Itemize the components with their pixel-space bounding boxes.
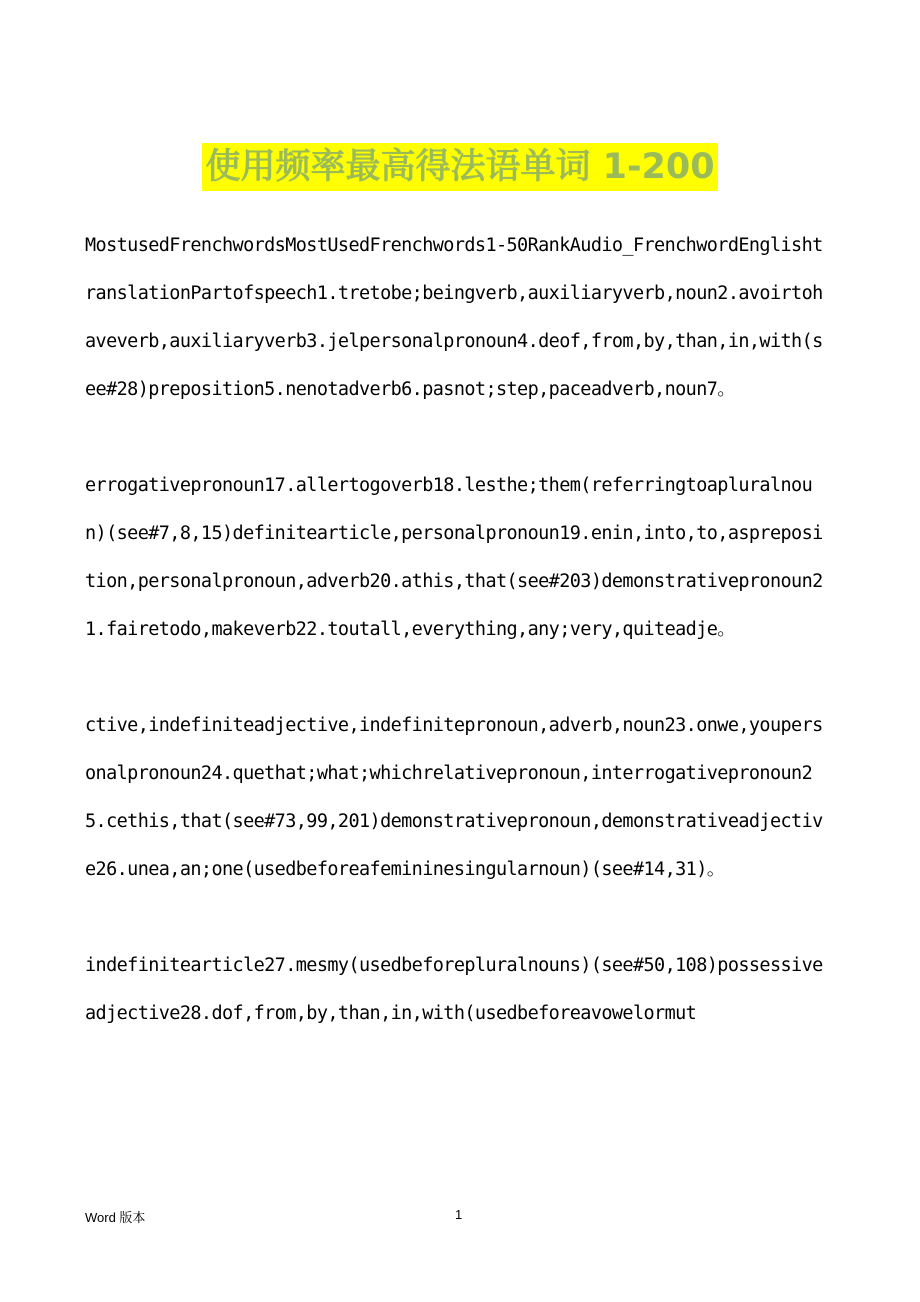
document-body	[85, 222, 830, 1086]
paragraph-2: errogativepronoun17.allertogoverb18.lesthe;them(referringtoapluralnoun)(see#7,8,15)definitearticle,personalpronoun19.enin,into,to,aspreposition,personalpronoun,adverb20.athis,that(see#203)demonstrativepronoun21.fairetodo,makeverb22.toutall,everything,any;very,quiteadje。	[85, 475, 823, 640]
page-number: 1	[455, 1207, 463, 1222]
footer-label: Word 版本	[85, 1210, 146, 1225]
paragraph-1: MostusedFrenchwordsMostUsedFrenchwords1-50RankAudio_FrenchwordEnglishtranslationPartofspeech1.tretobe;beingverb,auxiliaryverb,noun2.avoirtohaveverb,auxiliaryverb3.jelpersonalpronoun4.deof,from,by,than,in,with(see#28)preposition5.nenotadverb6.pasnot;step,paceadverb,noun7。	[85, 235, 823, 400]
title-container	[0, 143, 920, 191]
paragraph-4: indefinitearticle27.mesmy(usedbeforepluralnouns)(see#50,108)possessiveadjective28.dof,from,by,than,in,with(usedbeforeavowelormut	[85, 955, 823, 1024]
document-title: 使用频率最高得法语单词 1-200	[202, 143, 717, 191]
paragraph-3: ctive,indefiniteadjective,indefinitepronoun,adverb,noun23.onwe,youpersonalpronoun24.quethat;what;whichrelativepronoun,interrogativepronoun25.cethis,that(see#73,99,201)demonstrativepronoun,demonstrativeadjective26.unea,an;one(usedbeforeafemininesingularnoun)(see#14,31)。	[85, 715, 823, 880]
